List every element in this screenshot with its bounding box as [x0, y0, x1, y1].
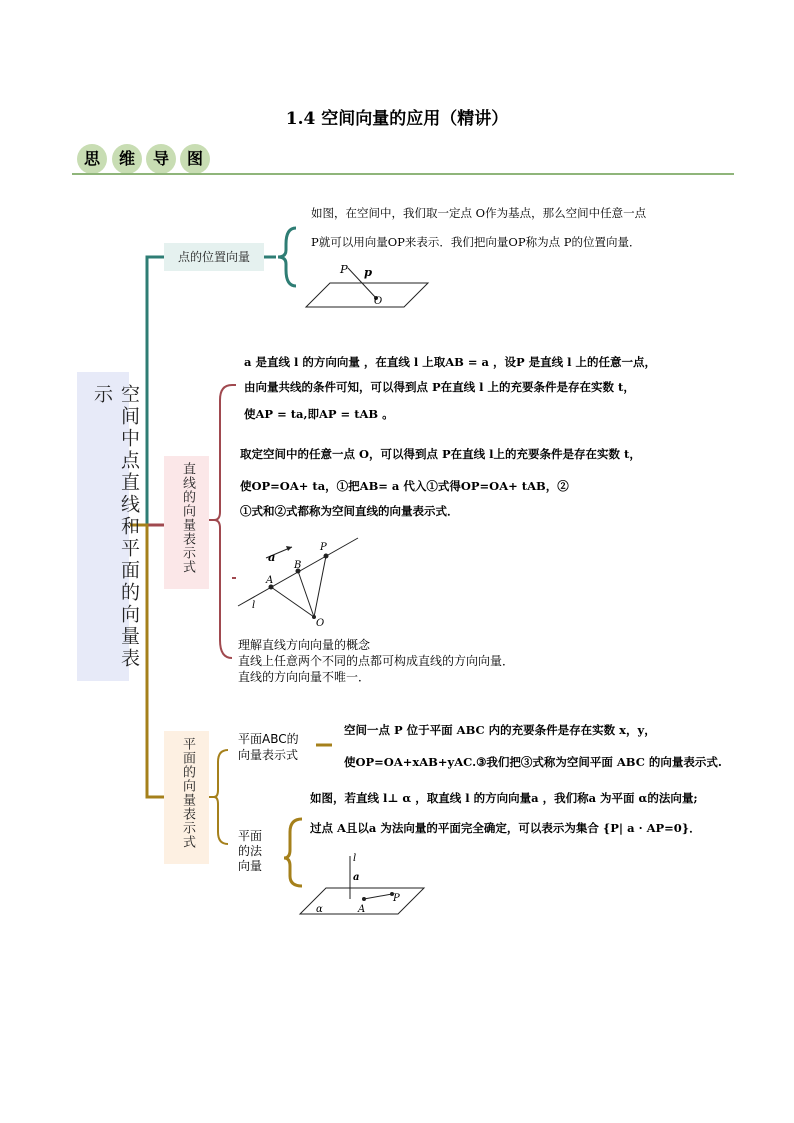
root-label: 空间中点直线和平面的向量表示 [91, 384, 140, 670]
plane-normal-text-2: 过点 A且以a 为法向量的平面完全确定，可以表示为集合 {P| a · AP=0}． [310, 821, 701, 835]
plane-fig-l: l [353, 853, 357, 864]
line-note-3: 直线的方向向量不唯一． [238, 670, 371, 684]
plane-node-label: 平面的向量表示式 [180, 737, 195, 849]
header-badge-2: 维 [112, 144, 142, 174]
plane-normal-label-2: 的法 [238, 844, 263, 858]
line-node [164, 456, 209, 589]
line-fig-a: a [268, 550, 276, 564]
line-text-3: 使AP = ta,即AP = tAB 。 [244, 407, 394, 421]
plane-node [164, 731, 209, 864]
header-badge-3: 导 [146, 144, 176, 174]
line-fig-P: P [320, 542, 327, 553]
plane-fig-A: A [358, 904, 366, 915]
point-node-label: 点的位置向量 [177, 250, 250, 264]
point-fig-p: p [364, 265, 373, 279]
line-note-2: 直线上任意两个不同的点都可构成直线的方向向量． [238, 654, 515, 668]
plane-abc-label-1: 平面ABC的 [238, 732, 299, 746]
line-fig-l: l [252, 600, 256, 611]
line-text-5: 使OP=OA+ ta，①把AB= a 代入①式得OP=OA+ tAB，② [240, 479, 569, 493]
plane-fig-a: a [353, 872, 360, 883]
point-text-2: P就可以用向量OP来表示．我们把向量OP称为点 P的位置向量． [311, 235, 641, 249]
plane-fig-P: P [393, 893, 400, 904]
plane-fig-alpha: α [316, 904, 323, 915]
point-fig-P: P [340, 262, 348, 276]
point-fig-O: O [374, 296, 383, 307]
plane-abc-label-2: 向量表示式 [238, 748, 299, 762]
line-fig-B: B [294, 560, 302, 571]
line-fig-A: A [266, 575, 274, 586]
line-text-2: 由向量共线的条件可知，可以得到点 P在直线 l 上的充要条件是存在实数 t， [244, 380, 635, 394]
plane-abc-text-2: 使OP=OA+xAB+yAC.③我们把③式称为空间平面 ABC 的向量表示式. [344, 755, 722, 769]
line-text-4: 取定空间中的任意一点 O，可以得到点 P在直线 l上的充要条件是存在实数 t， [240, 447, 641, 461]
plane-normal-label-1: 平面 [238, 829, 263, 843]
plane-normal-text-1: 如图，若直线 l⊥ α ，取直线 l 的方向向量a ，我们称a 为平面 α的法向量; [310, 791, 698, 805]
line-note-1: 理解直线方向向量的概念 [238, 638, 371, 652]
line-text-6: ①式和②式都称为空间直线的向量表示式． [240, 504, 459, 518]
point-text-1: 如图，在空间中，我们取一定点 O作为基点，那么空间中任意一点 [311, 206, 647, 220]
point-node [164, 243, 264, 271]
line-text-1: a 是直线 l 的方向向量 ，在直线 l 上取AB = a ，设P 是直线 l 上的任意一点， [244, 355, 656, 369]
header-badge-4: 图 [180, 144, 210, 174]
root-node [77, 372, 140, 681]
line-fig-O: O [316, 618, 325, 629]
header-badge-1: 思 [77, 144, 107, 174]
plane-normal-label-3: 向量 [238, 859, 263, 873]
page-title: 1.4 空间向量的应用（精讲） [285, 109, 509, 129]
plane-abc-text-1: 空间一点 P 位于平面 ABC 内的充要条件是存在实数 x，y， [344, 723, 656, 737]
line-node-label: 直线的向量表示式 [180, 462, 195, 574]
